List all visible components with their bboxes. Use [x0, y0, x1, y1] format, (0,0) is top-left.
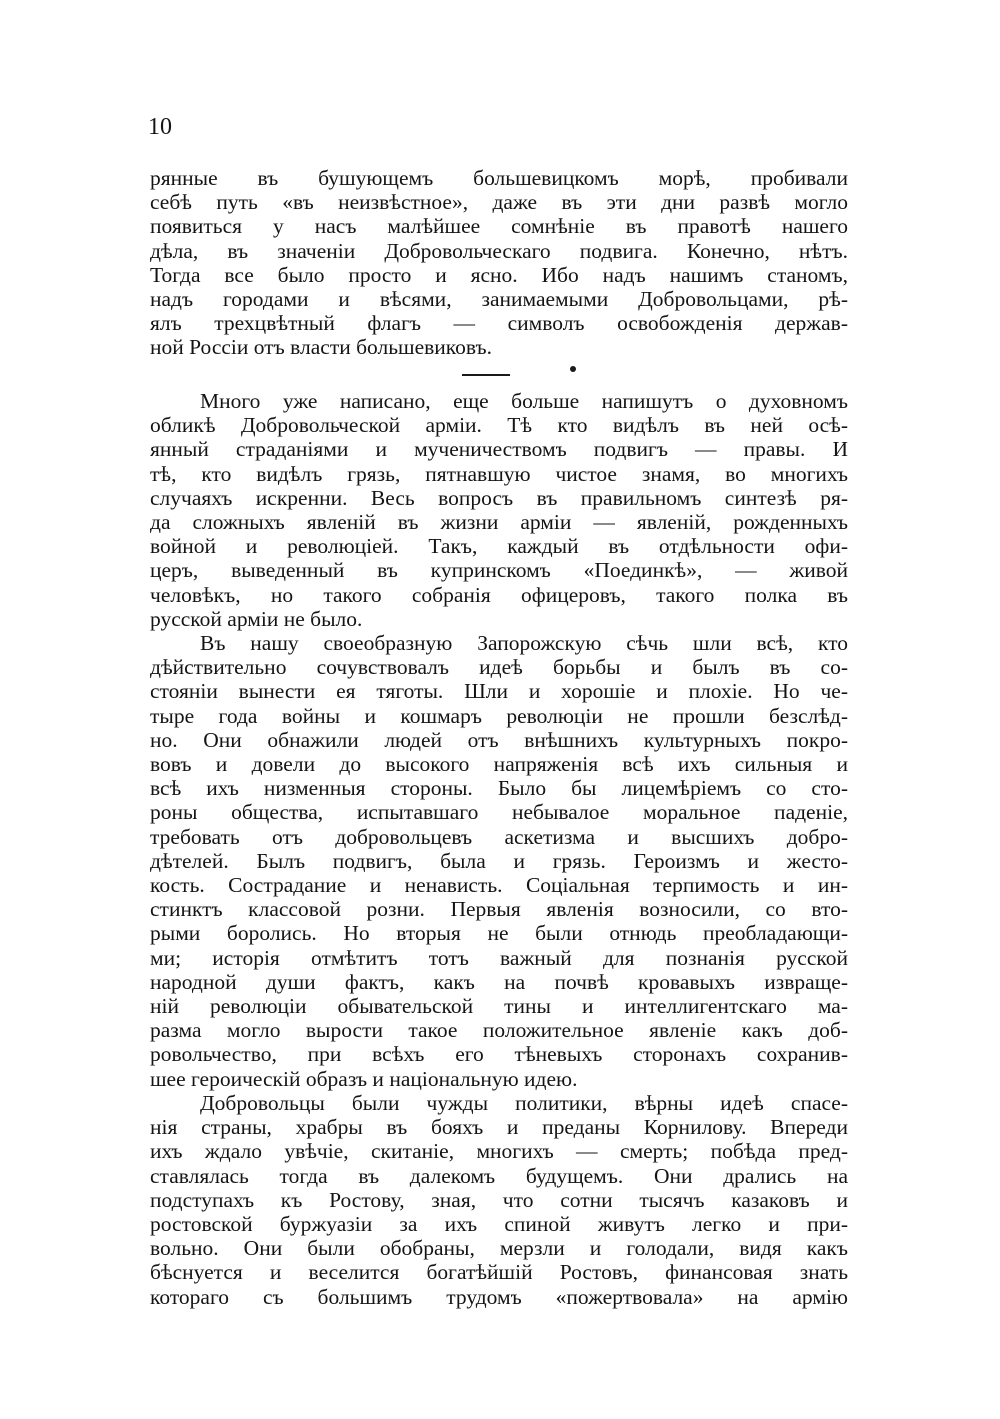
- text-line: шее героическій образъ и національную идею.: [150, 1066, 578, 1091]
- text-line: народной души фактъ, какъ на почвѣ кровавыхъ извраще-: [150, 969, 848, 994]
- text-line: вольно. Они были обобраны, мерзли и голодали, видя какъ: [150, 1236, 848, 1261]
- text-line: обликѣ Добровольческой арміи. Тѣ кто видѣлъ въ ней осѣ-: [150, 413, 848, 438]
- text-line: всѣ ихъ низменныя стороны. Было бы лицемѣріемъ со сто-: [150, 776, 848, 801]
- text-line: себѣ путь «въ неизвѣстное», даже въ эти дни развѣ могло: [150, 190, 848, 215]
- page-number: 10: [148, 114, 172, 140]
- text-line: ихъ ждало увѣчіе, скитаніе, многихъ — смерть; побѣда пред-: [150, 1139, 848, 1164]
- print-mark: [570, 366, 576, 372]
- text-line: церъ, выведенный въ купринскомъ «Поединкѣ», — живой: [150, 558, 848, 583]
- text-line: русской арміи не было.: [150, 606, 363, 631]
- text-line: ставлялась тогда въ далекомъ будущемъ. Они дрались на: [150, 1163, 848, 1188]
- text-line: но. Они обнажили людей отъ внѣшнихъ культурныхъ покро-: [150, 727, 848, 752]
- text-line: Тогда все было просто и ясно. Ибо надъ нашимъ станомъ,: [150, 262, 848, 287]
- text-line: дѣла, въ значеніи Добровольческаго подвига. Конечно, нѣтъ.: [150, 238, 848, 263]
- text-line: Въ нашу своеобразную Запорожскую сѣчь шли всѣ, кто: [200, 631, 848, 656]
- text-line: дѣйствительно сочувствовалъ идеѣ борьбы и былъ въ со-: [150, 655, 848, 680]
- text-line: ми; исторія отмѣтитъ тотъ важный для познанія русской: [150, 945, 848, 970]
- paragraph-2: [150, 389, 848, 631]
- paragraph-3: [150, 631, 848, 1091]
- text-line: кость. Сострадание и ненависть. Соціальная терпимость и ин-: [150, 873, 848, 898]
- text-line: случаяхъ искренни. Весь вопросъ въ правильномъ синтезѣ ря-: [150, 485, 848, 510]
- text-line: ялъ трехцвѣтный флагъ — символъ освобожденія держав-: [150, 311, 848, 336]
- section-separator: [462, 374, 510, 376]
- text-line: Добровольцы были чужды политики, вѣрны идеѣ спасе-: [200, 1090, 848, 1115]
- text-line: требовать отъ добровольцевъ аскетизма и высшихъ добро-: [150, 824, 848, 849]
- text-line: рянные въ бушующемъ большевицкомъ морѣ, пробивали: [150, 166, 848, 190]
- text-line: надъ городами и вѣсями, занимаемыми Добровольцами, рѣ-: [150, 287, 848, 312]
- paragraph-1: [150, 166, 848, 360]
- body-text: [150, 389, 848, 1309]
- text-line: тыре года войны и кошмаръ революціи не прошли безслѣд-: [150, 703, 848, 728]
- text-line: ной Россіи отъ власти большевиковъ.: [150, 335, 493, 360]
- text-line: вовъ и довели до высокого напряженія всѣ ихъ сильныя и: [150, 752, 848, 777]
- text-line: ній революціи обывательской тины и интеллигентскаго ма-: [150, 994, 848, 1019]
- text-line: появиться у насъ малѣйшее сомнѣніе въ правотѣ нашего: [150, 214, 848, 239]
- text-line: стинктъ классовой розни. Первыя явленія возносили, со вто-: [150, 897, 848, 922]
- text-line: тѣ, кто видѣлъ грязь, пятнавшую чистое знамя, во многихъ: [150, 461, 848, 486]
- text-line: дѣтелей. Былъ подвигъ, была и грязь. Героизмъ и жесто-: [150, 848, 848, 873]
- text-line: Много уже написано, еще больше напишутъ о духовномъ: [200, 389, 848, 413]
- text-line: подступахъ къ Ростову, зная, что сотни тысячъ казаковъ и: [150, 1187, 848, 1212]
- text-line: бѣснуется и веселится богатѣйшій Ростовъ, финансовая знать: [150, 1260, 848, 1285]
- text-line: стояніи вынести ея тяготы. Шли и хорошіе и плохіе. Но че-: [150, 679, 848, 704]
- text-line: рыми боролись. Но вторыя не были отнюдь преобладающи-: [150, 921, 848, 946]
- paragraph-4: [150, 1091, 848, 1309]
- text-line: разма могло вырости такое положительное явленіе какъ доб-: [150, 1018, 848, 1043]
- text-line: человѣкъ, но такого собранія офицеровъ, такого полка въ: [150, 582, 848, 607]
- text-line: войной и революціей. Такъ, каждый въ отдѣльности офи-: [150, 534, 848, 559]
- text-line: котораго съ большимъ трудомъ «пожертвовала» на армію: [150, 1284, 848, 1309]
- text-line: ростовской буржуазіи за ихъ спиной живутъ легко и при-: [150, 1211, 848, 1236]
- text-line: янный страданіями и мученичествомъ подвигъ — правы. И: [150, 437, 848, 462]
- text-line: роны общества, испытавшаго небывалое моральное паденіе,: [150, 800, 848, 825]
- text-line: нія страны, храбры въ бояхъ и преданы Корнилову. Впереди: [150, 1115, 848, 1140]
- text-line: ровольчество, при всѣхъ его тѣневыхъ сторонахъ сохранив-: [150, 1042, 848, 1067]
- text-line: да сложныхъ явленій въ жизни арміи — явленій, рожденныхъ: [150, 510, 848, 535]
